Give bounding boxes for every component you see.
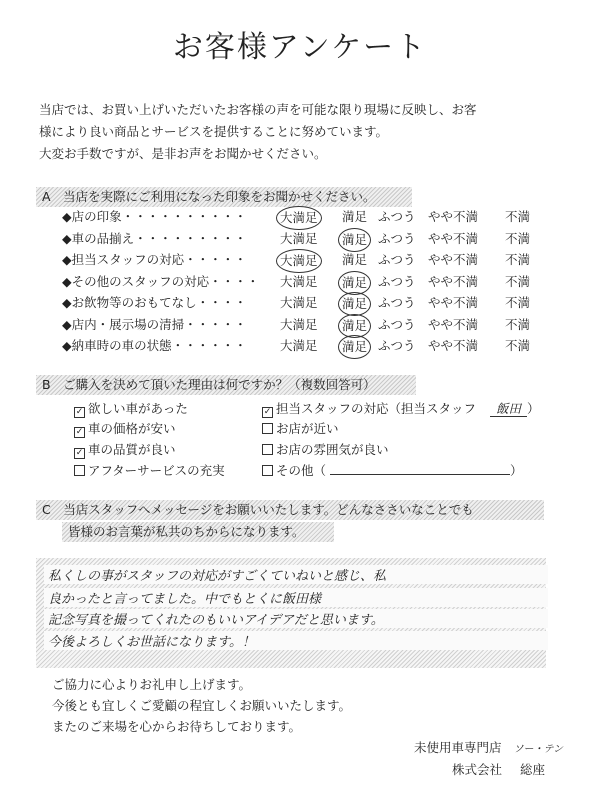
checkbox-box[interactable]: ✓ bbox=[75, 427, 84, 437]
rating-option[interactable]: 大満足 bbox=[280, 273, 318, 289]
section-c-heading-2: 皆様のお言葉が私共のちからになります。 bbox=[62, 522, 334, 542]
message-line: 私くしの事がスタッフの対応がすごくていねいと感じ、私 bbox=[44, 565, 548, 584]
rating-row-label: ◆その他のスタッフの対応・・・・ bbox=[62, 273, 260, 289]
rating-row-label: ◆お飲物等のおもてなし・・・・ bbox=[62, 295, 247, 310]
rating-option[interactable]: 満足 bbox=[342, 209, 368, 224]
rating-option[interactable]: ふつう bbox=[378, 273, 416, 289]
checkbox-item[interactable]: その他（ ） bbox=[262, 460, 523, 482]
rating-option[interactable]: ふつう bbox=[378, 230, 416, 246]
closing-line: 今後とも宜しくご愛顧の程宜しくお願いいたします。 bbox=[52, 698, 352, 713]
rating-row-label: ◆車の品揃え・・・・・・・・・ bbox=[62, 230, 247, 246]
intro-text bbox=[39, 99, 559, 165]
company-line: 株式会社 総座 bbox=[452, 762, 546, 777]
rating-option[interactable]: 満足 bbox=[338, 292, 371, 316]
checkbox-box[interactable] bbox=[74, 465, 85, 476]
rating-option[interactable]: 大満足 bbox=[280, 295, 318, 310]
intro-line: 当店では、お買い上げいただいたお客様の声を可能な限り現場に反映し、お客 bbox=[39, 102, 477, 117]
rating-option[interactable]: 満足 bbox=[338, 314, 371, 338]
rating-option[interactable]: 大満足 bbox=[280, 316, 318, 332]
rating-option[interactable]: 満足 bbox=[338, 271, 371, 295]
rating-row-label: ◆店内・展示場の清掃・・・・・ bbox=[62, 316, 247, 332]
section-a-heading: A 当店を実際にご利用になった印象をお聞かせください。 bbox=[36, 187, 412, 207]
checkbox-box[interactable] bbox=[262, 444, 273, 455]
section-b-heading: B ご購入を決めて頂いた理由は何ですか？（複数回答可） bbox=[36, 375, 416, 395]
closing-text bbox=[52, 674, 351, 737]
rating-option[interactable]: ふつう bbox=[378, 252, 416, 267]
checkbox-box[interactable]: ✓ bbox=[75, 448, 84, 458]
checkbox-item[interactable]: ✓ 欲しい車があった bbox=[75, 401, 188, 417]
staff-name-handwritten: 飯田 bbox=[490, 401, 527, 417]
checkbox-item[interactable]: お店の雰囲気が良い bbox=[262, 439, 389, 461]
rating-option[interactable]: 不満 bbox=[505, 230, 531, 246]
shop-signature: ソー・テン bbox=[513, 744, 564, 755]
rating-option[interactable]: ふつう bbox=[378, 338, 416, 353]
checkbox-item[interactable]: ✓ 担当スタッフの対応（担当スタッフ 飯田 ） bbox=[263, 401, 540, 417]
rating-option[interactable]: 不満 bbox=[505, 316, 531, 332]
message-line: 記念写真を撮ってくれたのもいいアイデアだと思います。 bbox=[44, 609, 548, 628]
rating-row-label: ◆納車時の車の状態・・・・・・ bbox=[62, 338, 247, 353]
checkbox-item[interactable]: お店が近い bbox=[262, 418, 339, 440]
rating-option[interactable]: やや不満 bbox=[428, 209, 479, 224]
rating-option[interactable]: 大満足 bbox=[276, 249, 322, 273]
checkbox-box[interactable] bbox=[262, 423, 273, 434]
checkbox-item[interactable]: ✓ 車の価格が安い bbox=[75, 421, 176, 437]
rating-option[interactable]: ふつう bbox=[378, 209, 416, 224]
rating-option[interactable]: 満足 bbox=[338, 335, 371, 359]
page-title: お客様アンケート bbox=[172, 30, 428, 65]
rating-option[interactable]: 満足 bbox=[342, 252, 368, 267]
message-line: 今後よろしくお世話になります。！ bbox=[44, 631, 548, 650]
rating-option[interactable]: 不満 bbox=[505, 295, 531, 310]
checkbox-box[interactable]: ✓ bbox=[263, 407, 272, 417]
rating-option[interactable]: 満足 bbox=[338, 228, 371, 252]
rating-option[interactable]: ふつう bbox=[378, 316, 416, 332]
intro-line: 様により良い商品とサービスを提供することに努めています。 bbox=[39, 124, 389, 139]
checkbox-box[interactable]: ✓ bbox=[75, 407, 84, 417]
rating-option[interactable]: ふつう bbox=[378, 295, 416, 310]
shop-line: 未使用車専門店 ソー・テン bbox=[414, 740, 564, 755]
rating-option[interactable]: 不満 bbox=[505, 252, 531, 267]
message-line: 良かったと言ってました。中でもとくに飯田様 bbox=[44, 588, 548, 607]
section-c-heading: C 当店スタッフへメッセージをお願いいたします。どんなささいなことでも bbox=[36, 500, 544, 520]
rating-option[interactable]: 不満 bbox=[505, 273, 531, 289]
rating-option[interactable]: 大満足 bbox=[280, 338, 318, 353]
rating-option[interactable]: やや不満 bbox=[428, 295, 479, 310]
other-input-line[interactable] bbox=[330, 462, 510, 475]
rating-option[interactable]: やや不満 bbox=[428, 252, 479, 267]
rating-row-label: ◆店の印象・・・・・・・・・・ bbox=[62, 209, 247, 224]
rating-option[interactable]: 大満足 bbox=[276, 206, 322, 230]
checkbox-box[interactable] bbox=[262, 465, 273, 476]
rating-option[interactable]: やや不満 bbox=[428, 273, 479, 289]
rating-option[interactable]: やや不満 bbox=[428, 316, 479, 332]
rating-option[interactable]: 不満 bbox=[505, 209, 531, 224]
rating-option[interactable]: やや不満 bbox=[428, 230, 479, 246]
closing-line: またのご来場を心からお待ちしております。 bbox=[52, 719, 302, 734]
checkbox-item[interactable]: アフターサービスの充実 bbox=[74, 460, 225, 482]
rating-option[interactable]: 不満 bbox=[505, 338, 531, 353]
rating-option[interactable]: 大満足 bbox=[280, 230, 318, 246]
rating-row-label: ◆担当スタッフの対応・・・・・ bbox=[62, 252, 247, 267]
intro-line: 大変お手数ですが、是非お声をお聞かせください。 bbox=[39, 146, 327, 161]
rating-option[interactable]: やや不満 bbox=[428, 338, 479, 353]
checkbox-item[interactable]: ✓ 車の品質が良い bbox=[75, 442, 176, 458]
closing-line: ご協力に心よりお礼申し上げます。 bbox=[52, 677, 252, 692]
